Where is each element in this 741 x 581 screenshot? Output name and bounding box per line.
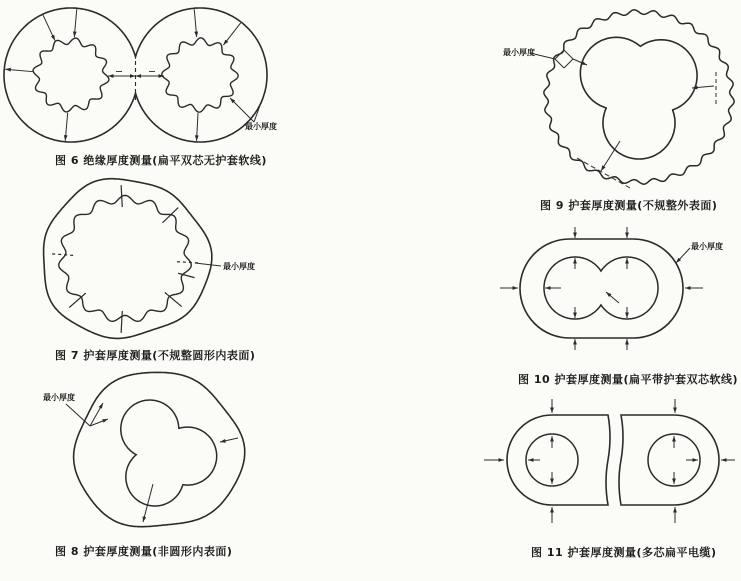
fig6-min-thickness-label: 最小厚度 xyxy=(245,122,277,131)
fig6-caption: 图 6 绝缘厚度测量(扁平双芯无护套软线) xyxy=(55,154,267,167)
fig11-drawing xyxy=(478,398,741,528)
fig10-caption: 图 10 护套厚度测量(扁平带护套双芯软线) xyxy=(518,373,739,386)
fig9-drawing xyxy=(492,2,741,194)
fig7-caption: 图 7 护套厚度测量(不规整圆形内表面) xyxy=(55,349,256,362)
fig11-caption: 图 11 护套厚度测量(多芯扁平电缆) xyxy=(531,546,717,559)
fig9-min-thickness-label: 最小厚度 xyxy=(503,48,535,57)
fig9-caption: 图 9 护套厚度测量(不规整外表面) xyxy=(540,199,718,212)
fig8-min-thickness-label: 最小厚度 xyxy=(43,393,75,402)
fig7-drawing xyxy=(25,175,260,345)
fig8-caption: 图 8 护套厚度测量(非圆形内表面) xyxy=(55,545,233,558)
fig7-min-thickness-label: 最小厚度 xyxy=(223,262,255,271)
fig10-min-thickness-label: 最小厚度 xyxy=(691,242,723,251)
